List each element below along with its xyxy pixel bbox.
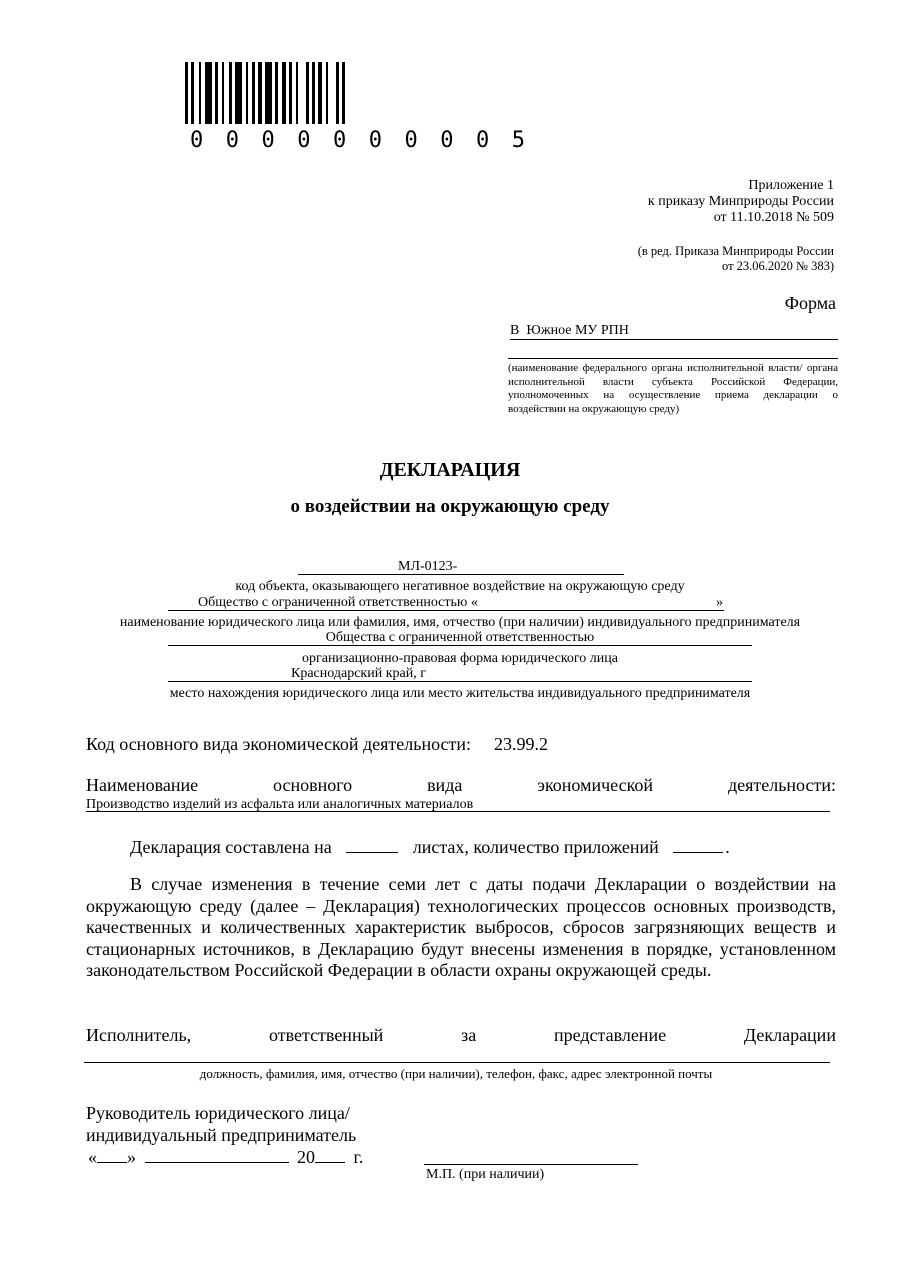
legal-form-caption: организационно-правовая форма юридического лица [301,651,618,666]
legal-name-value: Общество с ограниченной ответственностью « [198,595,478,610]
organ-caption: (наименование федерального органа исполнительной власти/ органа исполнительной власти субъекта Российской Федерации, уполномоченных на осуществление приема декларации о воздействии на окружающую среду) [508,362,838,415]
head-date-row [88,1146,363,1168]
barcode-digit: 0 [476,128,490,153]
head-line-1: Руководитель юридического лица/ [86,1103,350,1123]
barcode-digit: 0 [225,128,239,153]
executor-line [84,1062,830,1063]
date-month-blank [145,1148,289,1163]
activity-word-2: основного [273,775,353,795]
legal-name-caption: наименование юридического лица или фамилия, имя, отчество (при наличии) индивидуального предпринимателя [119,615,801,630]
order-label: к приказу Минприроды России [647,194,834,209]
executor-word-1: Исполнитель, [86,1025,192,1045]
location-caption: место нахождения юридического лица или место жительства индивидуального предпринимателя [169,686,751,701]
organ-value: Южное МУ РПН [526,323,629,338]
date-year-blank [315,1148,345,1163]
okved-value: 23.99.2 [494,734,549,754]
barcode-digit: 0 [297,128,311,153]
sheets-text-1: Декларация составлена на [130,837,332,857]
executor-word-4: представление [553,1025,667,1045]
legal-name-close-quote: » [716,595,723,610]
okved-row [86,733,548,755]
legal-form-value: Общества с ограниченной ответственностью [325,630,595,645]
object-code-caption: код объекта, оказывающего негативное воздействие на окружающую среду [235,579,685,594]
barcode-digit: 0 [368,128,382,153]
activity-word-5: деятельности: [727,775,836,795]
stamp-caption: М.П. (при наличии) [426,1167,545,1182]
organ-line [508,358,838,359]
notice-paragraph: В случае изменения в течение семи лет с даты подачи Декларации о воздействии на окружающую среду (далее – Декларация) технологических процессов основных производств, качественных и количественных характеристик выбросов, сбросов загрязняющих веществ и стационарных источников, в Декларацию будут внесены изменения в порядке, установленном законодательством Российской Федерации в области охраны окружающей среды. [86,874,836,981]
activity-word-3: вида [427,775,463,795]
barcode-digit: 0 [440,128,454,153]
activity-word-4: экономической [537,775,654,795]
activity-field [86,796,830,812]
attachments-count-blank [673,838,723,853]
document-subtitle: о воздействии на окружающую среду [290,496,610,517]
legal-name-field [168,594,724,611]
order-date: от 11.10.2018 № 509 [713,210,834,225]
head-line-2: индивидуальный предприниматель [86,1125,357,1145]
barcode-digit: 0 [333,128,347,153]
executor-caption: должность, фамилия, имя, отчество (при наличии), телефон, факс, адрес электронной почты [199,1066,713,1081]
barcode-digit: 5 [511,128,525,153]
edition-label: (в ред. Приказа Минприроды России [637,244,834,258]
appendix-label: Приложение 1 [748,178,834,193]
activity-label-row [86,774,836,796]
sheets-text-2: листах, количество приложений [412,837,659,857]
date-year-prefix: 20 [297,1147,315,1167]
barcode-digit: 0 [190,128,204,153]
location-field [168,665,752,682]
sheets-end: . [725,837,730,857]
location-value: Краснодарский край, г [291,666,426,681]
executor-word-5: Декларации [743,1025,836,1045]
barcode-digits [190,128,525,154]
executor-word-2: ответственный [268,1025,384,1045]
date-open-quote: « [88,1147,97,1167]
object-code-value: МЛ-0123- [398,559,458,574]
activity-word-1: Наименование [86,775,199,795]
forma-label: Форма [784,293,836,313]
executor-label-row [86,1024,836,1046]
date-day-blank [97,1148,127,1163]
edition-date: от 23.06.2020 № 383) [721,259,834,273]
activity-value: Производство изделий из асфальта или аналогичных материалов [86,797,474,812]
executor-word-3: за [461,1025,477,1045]
organ-prefix: В [510,323,520,338]
date-close-quote: » [127,1147,136,1167]
document-title: ДЕКЛАРАЦИЯ [379,459,521,481]
barcode-digit: 0 [404,128,418,153]
sheets-count-blank [346,838,398,853]
barcode-digit: 0 [261,128,275,153]
sheets-row [130,836,730,858]
date-year-suffix: г. [353,1147,364,1167]
organ-field [510,322,838,340]
legal-form-field [168,629,752,646]
object-code-field [298,558,624,575]
okved-label: Код основного вида экономической деятельности: [86,734,472,754]
signature-line [424,1164,638,1165]
